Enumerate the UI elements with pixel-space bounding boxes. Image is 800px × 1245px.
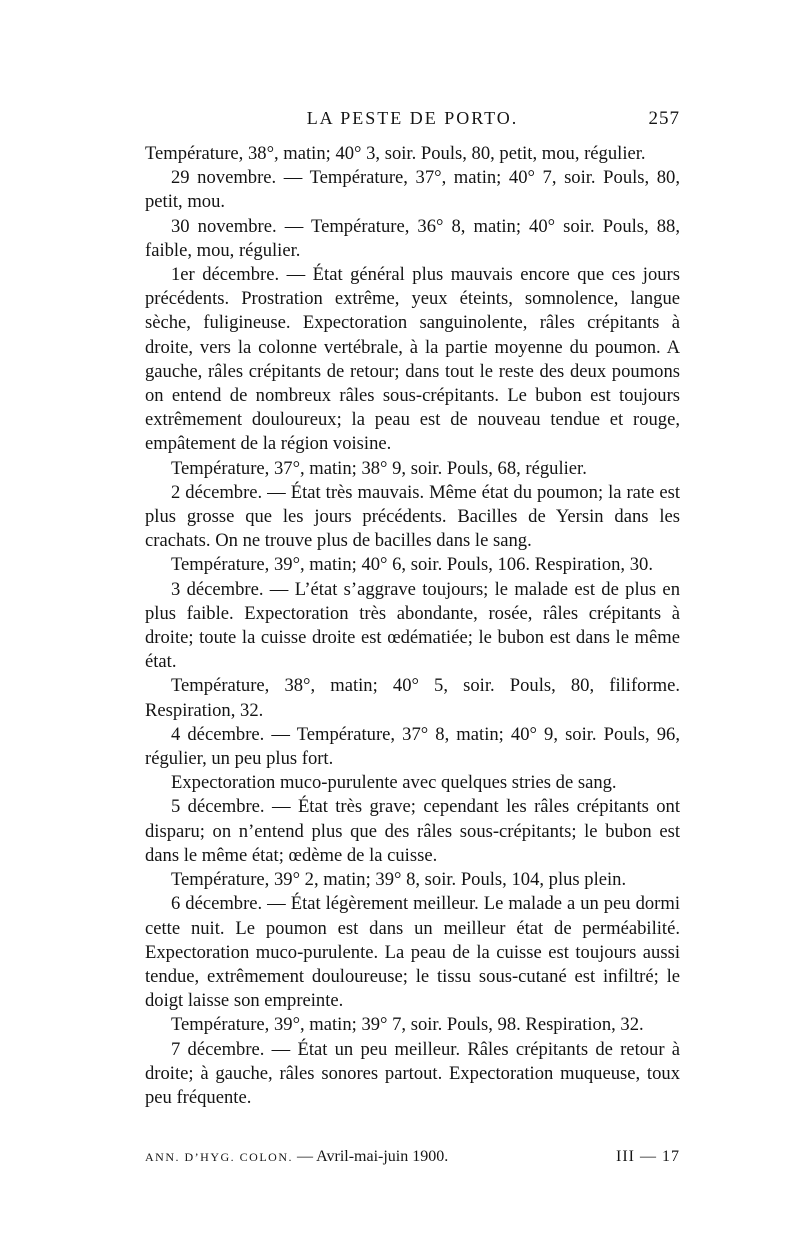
page-footer (145, 1148, 680, 1172)
signature-mark: III — 17 (616, 1148, 680, 1165)
paragraph: Température, 38°, matin; 40° 5, soir. Pouls, 80, filiforme. Respiration, 32. (145, 675, 680, 721)
paragraph: Température, 39°, matin; 40° 6, soir. Pouls, 106. Respiration, 30. (171, 554, 653, 576)
footer-separator: — (293, 1148, 317, 1165)
paragraph: Température, 39° 2, matin; 39° 8, soir. Pouls, 104, plus plein. (171, 869, 627, 891)
paragraph: Température, 39°, matin; 39° 7, soir. Pouls, 98. Respiration, 32. (171, 1014, 644, 1036)
footer-citation (145, 1148, 448, 1166)
running-title: LA PESTE DE PORTO. (306, 108, 519, 128)
paragraph: 6 décembre. — État légèrement meilleur. Le malade a un peu dormi cette nuit. Le poumon est dans un meilleur état de perméabilité. Expectoration muco-purulente. La peau de la cuisse est toujours aussi tendue, extrêmement douloureuse; le tissu sous-cutané est infiltré; le doigt laisse son empreinte. (145, 893, 680, 1012)
paragraph: Température, 37°, matin; 38° 9, soir. Pouls, 68, régulier. (171, 457, 587, 479)
paragraph: 3 décembre. — L’état s’aggrave toujours; le malade est de plus en plus faible. Expectoration très abondante, rosée, râles crépitants à droite; toute la cuisse droite est œdématiée; le bubon est dans le même état. (145, 578, 680, 673)
paragraph: Expectoration muco-purulente avec quelques stries de sang. (171, 772, 617, 794)
paragraph: 30 novembre. — Température, 36° 8, matin; 40° soir. Pouls, 88, faible, mou, régulier. (145, 215, 680, 261)
paragraph: Température, 38°, matin; 40° 3, soir. Pouls, 80, petit, mou, régulier. (145, 143, 646, 164)
paragraph: 4 décembre. — Température, 37° 8, matin; 40° 9, soir. Pouls, 96, régulier, un peu plus fort. (145, 723, 680, 770)
paragraph: 29 novembre. — Température, 37°, matin; 40° 7, soir. Pouls, 80, petit, mou. (145, 167, 680, 213)
journal-abbreviation: ANN. D’HYG. COLON. (145, 1150, 293, 1164)
body-text (145, 142, 680, 1110)
paragraph: 5 décembre. — État très grave; cependant les râles crépitants ont disparu; on n’entend plus que des râles sous-crépitants; le bubon est dans le même état; œdème de la cuisse. (145, 796, 680, 866)
paragraph: 1er décembre. — État général plus mauvais encore que ces jours précédents. Prostration extrême, yeux éteints, somnolence, langue sèche, fuligineuse. Expectoration sanguinolente, râles crépitants à droite, vers la colonne vertébrale, à la partie moyenne du poumon. A gauche, râles crépitants de retour; dans tout le reste des deux poumons on entend de nombreux râles sous-crépitants. Le bubon est toujours extrêmement douloureux; la peau est de nouveau tendue et rouge, empâtement de la région voisine. (145, 264, 680, 455)
paragraph: 2 décembre. — État très mauvais. Même état du poumon; la rate est plus grosse que les jours précédents. Bacilles de Yersin dans les crachats. On ne trouve plus de bacilles dans le sang. (145, 481, 680, 552)
journal-issue: Avril-mai-juin 1900. (316, 1148, 449, 1165)
paragraph: 7 décembre. — État un peu meilleur. Râles crépitants de retour à droite; à gauche, râles sonores partout. Expectoration muqueuse, toux peu fréquente. (145, 1038, 680, 1108)
page-number: 257 (648, 108, 680, 129)
page-header (145, 108, 680, 138)
